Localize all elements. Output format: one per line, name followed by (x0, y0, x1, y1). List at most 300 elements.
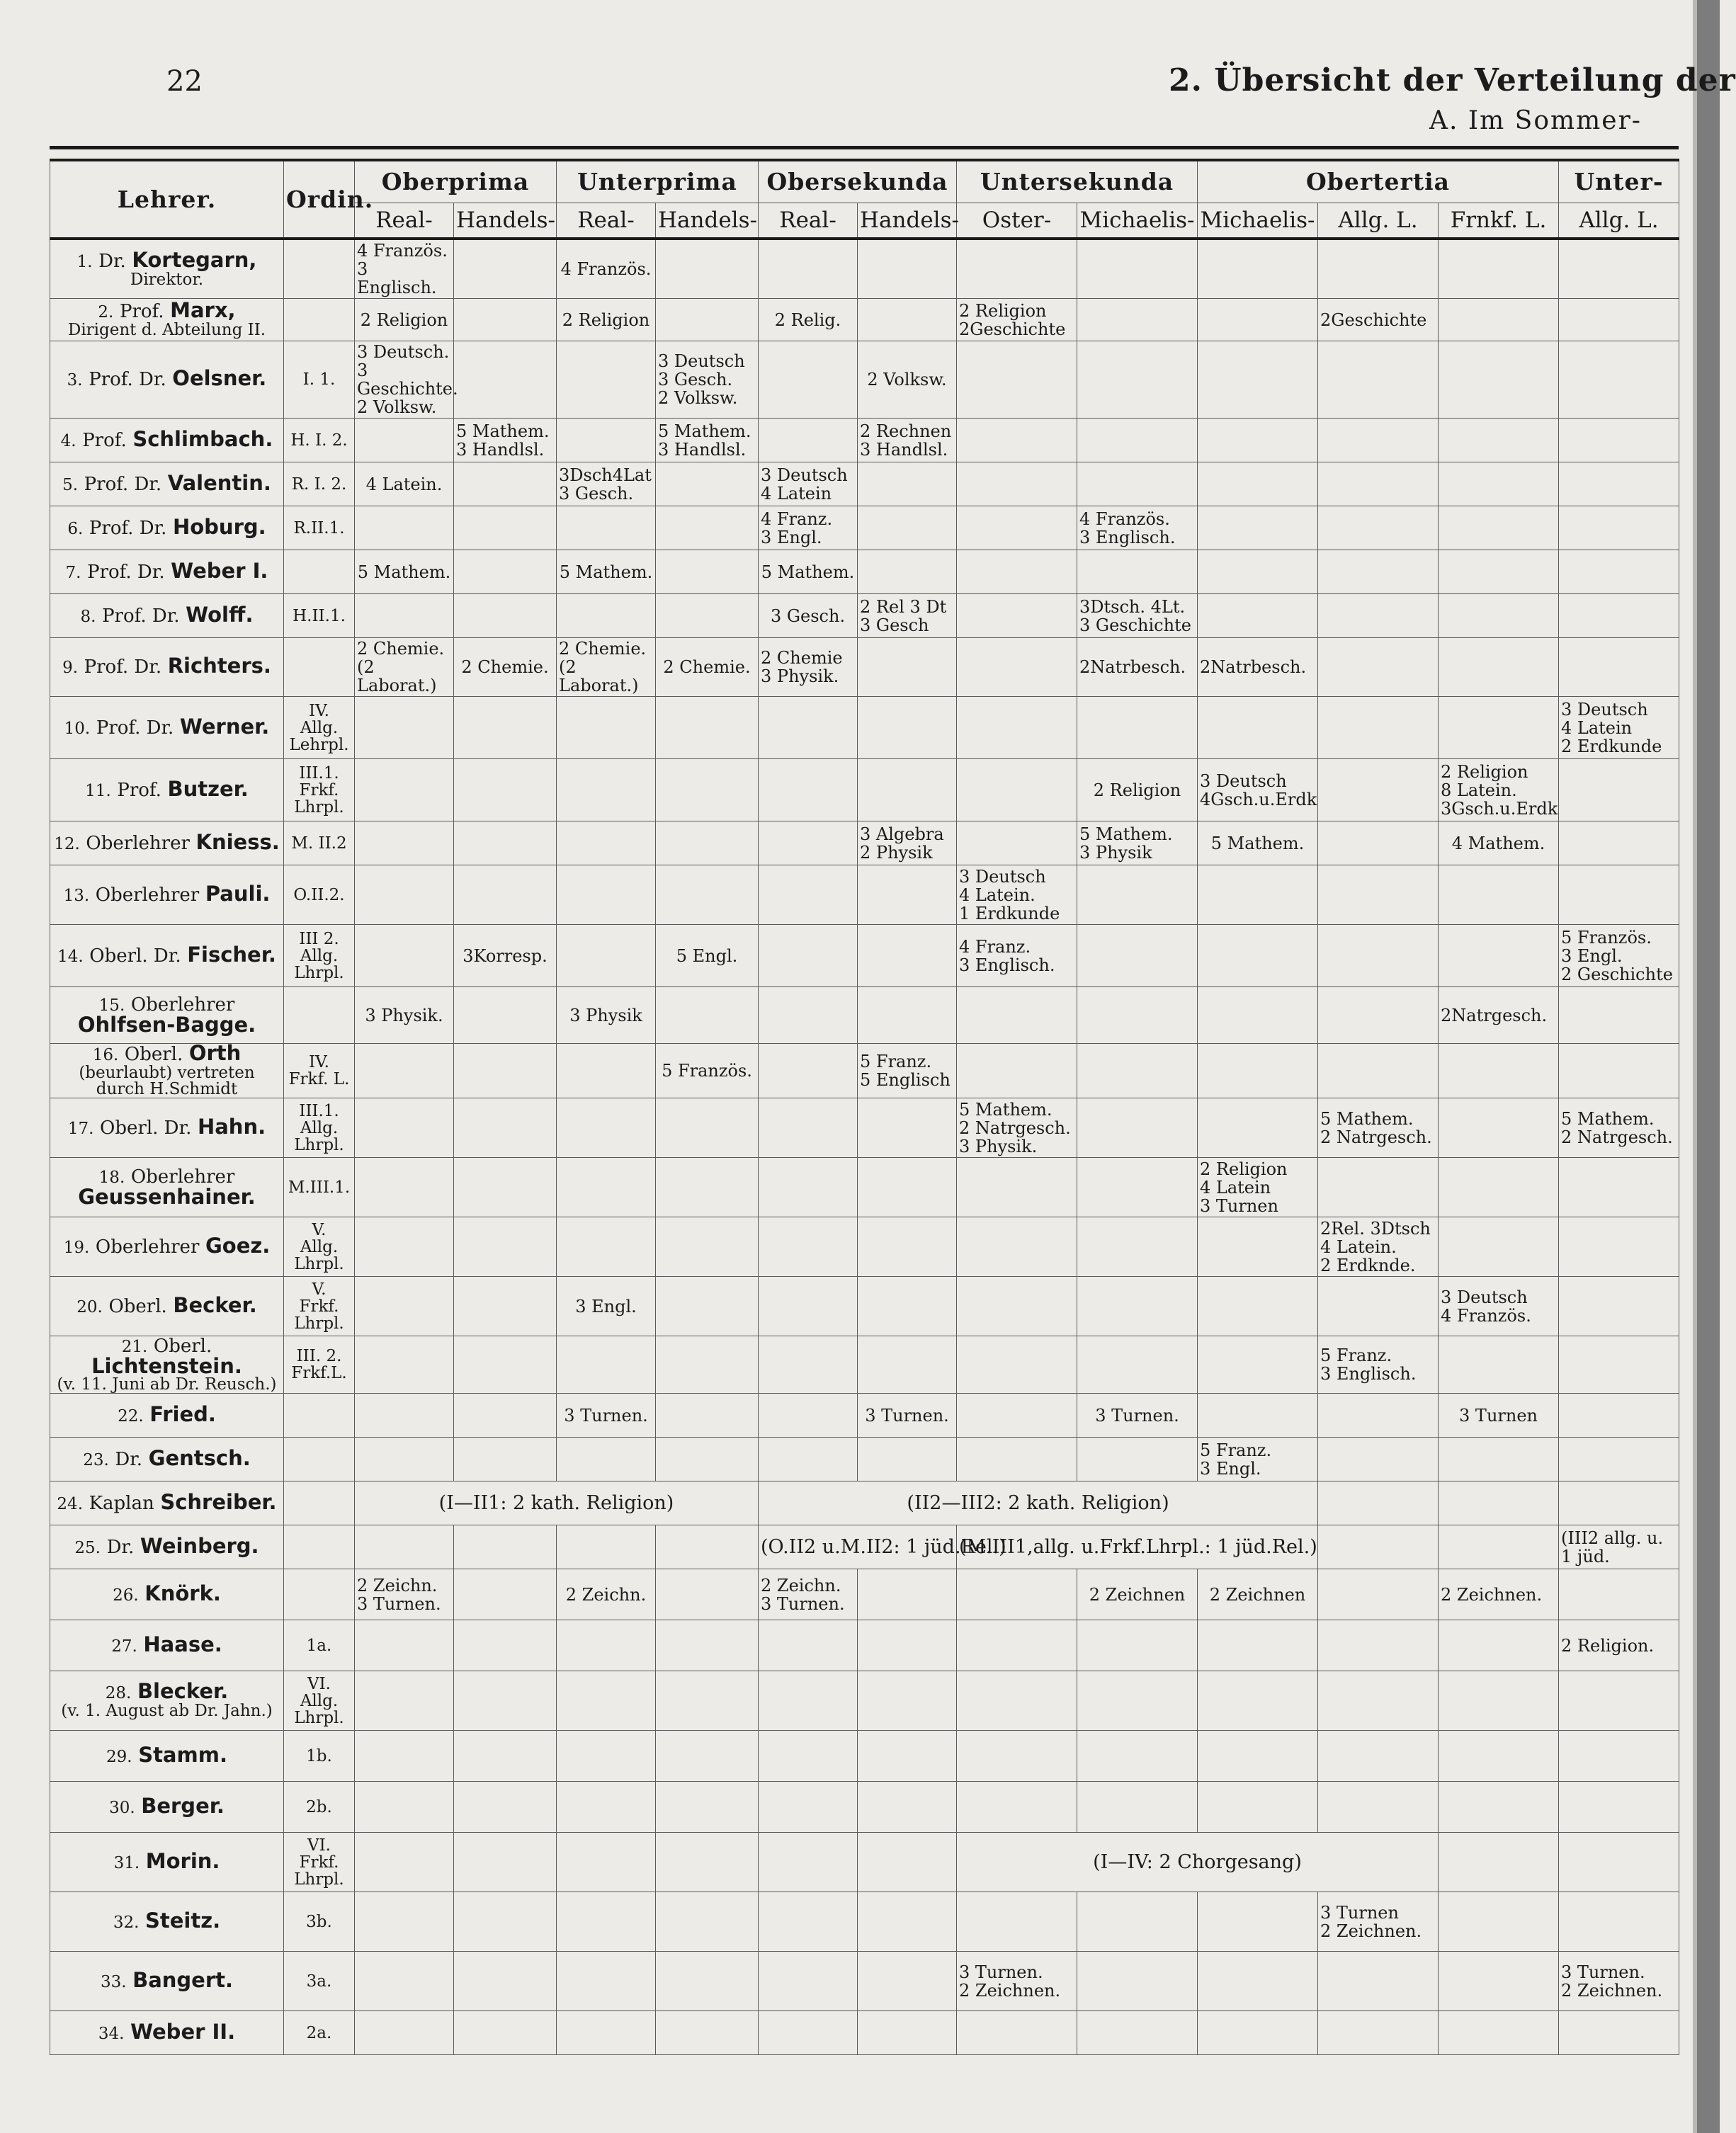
teacher-name: Kortegarn, (132, 247, 257, 272)
lesson-cell: 2 Rel 3 Dt 3 Gesch (858, 594, 957, 638)
teacher-number: 29. (106, 1747, 132, 1766)
table-row (50, 1277, 1679, 1336)
lesson-cell (1198, 1098, 1318, 1158)
lesson-cell (1559, 462, 1679, 506)
ordinariat-cell: R. I. 2. (284, 462, 355, 506)
lesson-cell: 2 Religion 8 Latein. 3Gsch.u.Erdk (1439, 759, 1559, 821)
header-sub: Handels- (656, 203, 759, 239)
table-row (50, 1731, 1679, 1782)
lesson-cell (1559, 1217, 1679, 1277)
lesson-cell (454, 1394, 557, 1438)
lesson-cell (957, 1394, 1077, 1438)
lesson-cell (557, 1833, 656, 1892)
ordinariat-cell: VI. Allg. Lhrpl. (284, 1671, 355, 1731)
teacher-title: Oberlehrer (95, 884, 200, 906)
lesson-cell (1439, 1438, 1559, 1481)
lesson-cell (1318, 638, 1439, 697)
lesson-cell: 3 Turnen. (1077, 1394, 1198, 1438)
lesson-cell (656, 1671, 759, 1731)
lesson-cell (1198, 1892, 1318, 1952)
lesson-cell (759, 239, 858, 299)
header-sub: Handels- (858, 203, 957, 239)
lesson-cell (1077, 1336, 1198, 1394)
lesson-cell (557, 925, 656, 987)
lesson-cell (1318, 550, 1439, 594)
lesson-cell (759, 1952, 858, 2011)
teacher-number: 17. (67, 1119, 94, 1138)
lesson-cell (957, 1158, 1077, 1217)
lesson-cell: 5 Franz. 5 Englisch (858, 1044, 957, 1098)
lesson-cell (1559, 419, 1679, 462)
page-binding-edge (1697, 0, 1720, 2133)
ordinariat-cell: O.II.2. (284, 865, 355, 925)
ordinariat-cell: 2a. (284, 2011, 355, 2055)
lesson-cell: 2 Zeichn. 3 Turnen. (759, 1569, 858, 1620)
lesson-cell (1559, 987, 1679, 1044)
lesson-cell (1077, 1892, 1198, 1952)
lesson-cell: 3 Turnen (1439, 1394, 1559, 1438)
lesson-cell (454, 1892, 557, 1952)
lesson-cell (759, 1438, 858, 1481)
table-row (50, 925, 1679, 987)
lesson-cell (1198, 506, 1318, 550)
teacher-title: Prof. Dr. (84, 656, 162, 678)
lesson-cell: 5 Franz. 3 Engl. (1198, 1438, 1318, 1481)
lesson-cell: 3 Turnen. (557, 1394, 656, 1438)
lesson-cell (1439, 419, 1559, 462)
lesson-cell: 5 Franz. 3 Englisch. (1318, 1336, 1439, 1394)
teacher-name: Kniess. (195, 829, 280, 854)
lesson-cell (1198, 1394, 1318, 1438)
lesson-cell (355, 2011, 454, 2055)
ordinariat-cell: 3a. (284, 1952, 355, 2011)
lesson-cell (957, 2011, 1077, 2055)
lesson-cell: 3Korresp. (454, 925, 557, 987)
lesson-cell (957, 550, 1077, 594)
teacher-name: Orth (188, 1041, 242, 1065)
teacher-name: Haase. (143, 1632, 222, 1656)
lesson-cell (1439, 1671, 1559, 1731)
lesson-cell (1439, 1044, 1559, 1098)
teacher-number: 4. (60, 431, 76, 450)
lesson-cell (1198, 594, 1318, 638)
lesson-cell (1318, 1394, 1439, 1438)
lesson-cell: 3 Physik (557, 987, 656, 1044)
lesson-cell (656, 1277, 759, 1336)
lesson-cell (1559, 2011, 1679, 2055)
teacher-name: Werner. (179, 714, 270, 739)
lesson-cell (1077, 1620, 1198, 1671)
lesson-cell: 5 Mathem. (355, 550, 454, 594)
teacher-name: Hoburg. (172, 514, 266, 539)
teacher-title: Prof. Dr. (102, 605, 180, 627)
lesson-cell (1318, 341, 1439, 419)
lesson-cell (454, 1952, 557, 2011)
lesson-cell (1559, 1394, 1679, 1438)
ordinariat-cell: I. 1. (284, 341, 355, 419)
header-sub: Frnkf. L. (1439, 203, 1559, 239)
teacher-name: Marx, (170, 298, 236, 322)
lesson-cell: 2 Religion 2Geschichte (957, 299, 1077, 341)
teacher-name: Knörk. (144, 1581, 221, 1605)
teacher-name: Lichtenstein. (91, 1354, 242, 1378)
page-number: 22 (166, 65, 203, 98)
lesson-cell (1559, 594, 1679, 638)
table-row (50, 1158, 1679, 1217)
teacher-name: Pauli. (205, 881, 271, 906)
lesson-cell (1318, 1731, 1439, 1782)
lesson-cell (759, 821, 858, 865)
header-untersekunda: Untersekunda (957, 160, 1198, 203)
lesson-cell (656, 299, 759, 341)
table-row (50, 1394, 1679, 1438)
lesson-cell: 3 Deutsch 4 Latein 2 Erdkunde (1559, 697, 1679, 759)
lesson-cell (355, 1892, 454, 1952)
lesson-cell: 2 Zeichn. 3 Turnen. (355, 1569, 454, 1620)
lesson-cell (759, 1394, 858, 1438)
lesson-cell (454, 697, 557, 759)
lesson-cell (759, 1158, 858, 1217)
lesson-cell (1559, 506, 1679, 550)
table-row (50, 239, 1679, 299)
teacher-title: Prof. Dr. (87, 561, 165, 583)
lesson-cell: 4 Franz. 3 Engl. (759, 506, 858, 550)
header-ordin: Ordin. (284, 160, 355, 239)
teacher-cell (50, 1892, 284, 1952)
lesson-cell (1198, 1336, 1318, 1394)
lesson-cell: 2 Chemie. (2 Laborat.) (557, 638, 656, 697)
teacher-name: Valentin. (167, 470, 271, 495)
ordinariat-cell: V. Allg. Lhrpl. (284, 1217, 355, 1277)
table-row (50, 1833, 1679, 1892)
lesson-cell (1559, 299, 1679, 341)
lesson-cell (557, 821, 656, 865)
page-subtitle: A. Im Sommer- (1429, 106, 1642, 135)
lesson-cell: 5 Französ. (656, 1044, 759, 1098)
teacher-cell (50, 1217, 284, 1277)
lesson-cell (1439, 2011, 1559, 2055)
teacher-distribution-table (50, 159, 1679, 2055)
ordinariat-cell: IV. Frkf. L. (284, 1044, 355, 1098)
lesson-cell (1318, 1525, 1439, 1569)
lesson-cell (656, 1833, 759, 1892)
lesson-cell (858, 1731, 957, 1782)
header-sub: Real- (759, 203, 858, 239)
lesson-cell: 3 Deutsch. 3 Geschichte. 2 Volksw. (355, 341, 454, 419)
teacher-name: Goez. (205, 1233, 271, 1258)
teacher-number: 18. (98, 1168, 125, 1187)
ordinariat-cell (284, 550, 355, 594)
lesson-cell: 2 Chemie 3 Physik. (759, 638, 858, 697)
teacher-cell (50, 1620, 284, 1671)
header-obertertia: Obertertia (1198, 160, 1559, 203)
lesson-cell (656, 1438, 759, 1481)
lesson-cell (957, 1217, 1077, 1277)
lesson-cell (454, 1569, 557, 1620)
teacher-cell (50, 2011, 284, 2055)
lesson-cell (1318, 1277, 1439, 1336)
lesson-cell (1439, 506, 1559, 550)
teacher-cell (50, 1671, 284, 1731)
lesson-cell (858, 462, 957, 506)
teacher-title: Kaplan (89, 1492, 154, 1514)
lesson-cell (355, 1098, 454, 1158)
teacher-title: Dr. (98, 250, 126, 272)
lesson-cell (1559, 1044, 1679, 1098)
lesson-cell: 2 Rechnen 3 Handlsl. (858, 419, 957, 462)
lesson-cell (1318, 1671, 1439, 1731)
table-row (50, 759, 1679, 821)
teacher-cell (50, 821, 284, 865)
lesson-cell (858, 638, 957, 697)
teacher-title: Prof. (117, 779, 161, 801)
lesson-cell (557, 759, 656, 821)
lesson-cell (759, 2011, 858, 2055)
teacher-cell (50, 1336, 284, 1394)
teacher-name: Steitz. (145, 1908, 221, 1933)
table-row (50, 697, 1679, 759)
lesson-cell (1439, 1481, 1559, 1525)
lesson-cell (858, 1336, 957, 1394)
lesson-cell (355, 1671, 454, 1731)
lesson-cell: 5 Französ. 3 Engl. 2 Geschichte (1559, 925, 1679, 987)
lesson-cell (759, 1892, 858, 1952)
teacher-name: Fried. (149, 1401, 216, 1426)
lesson-cell (1439, 1782, 1559, 1833)
teacher-number: 13. (63, 886, 90, 905)
lesson-cell (656, 697, 759, 759)
lesson-cell (454, 1277, 557, 1336)
lesson-cell (1077, 1158, 1198, 1217)
ordinariat-cell: III. 2. Frkf.L. (284, 1336, 355, 1394)
lesson-cell (454, 759, 557, 821)
lesson-cell (1318, 821, 1439, 865)
teacher-number: 19. (63, 1238, 90, 1257)
header-sub: Real- (355, 203, 454, 239)
table-row (50, 1098, 1679, 1158)
lesson-cell (759, 1336, 858, 1394)
header-sub: Michaelis- (1198, 203, 1318, 239)
lesson-cell (454, 1671, 557, 1731)
lesson-cell (1439, 638, 1559, 697)
teacher-cell (50, 1569, 284, 1620)
lesson-cell (355, 1833, 454, 1892)
lesson-cell (1559, 550, 1679, 594)
table-row (50, 419, 1679, 462)
lesson-cell (454, 1620, 557, 1671)
lesson-cell (557, 1438, 656, 1481)
lesson-cell (1439, 1098, 1559, 1158)
lesson-cell (1439, 1892, 1559, 1952)
lesson-cell (454, 462, 557, 506)
lesson-cell (1439, 1217, 1559, 1277)
lesson-cell (557, 2011, 656, 2055)
lesson-cell (1077, 419, 1198, 462)
merged-lesson-cell: (M.III1,allg. u.Frkf.Lhrpl.: 1 jüd.Rel.) (957, 1525, 1318, 1569)
lesson-cell (454, 594, 557, 638)
table-row (50, 638, 1679, 697)
lesson-cell: 2 Zeichn. (557, 1569, 656, 1620)
header-obersekunda: Obersekunda (759, 160, 957, 203)
lesson-cell (656, 1525, 759, 1569)
lesson-cell (1077, 462, 1198, 506)
lesson-cell (1077, 697, 1198, 759)
teacher-cell (50, 419, 284, 462)
ordinariat-cell (284, 1525, 355, 1569)
table-row (50, 1336, 1679, 1394)
lesson-cell (557, 1044, 656, 1098)
lesson-cell (355, 419, 454, 462)
ordinariat-cell: R.II.1. (284, 506, 355, 550)
teacher-name: Oelsner. (172, 366, 267, 390)
teacher-title: Oberlehrer (86, 832, 190, 854)
teacher-title: Oberl. (108, 1295, 167, 1317)
teacher-cell (50, 506, 284, 550)
lesson-cell (858, 1671, 957, 1731)
lesson-cell (957, 759, 1077, 821)
teacher-cell (50, 1158, 284, 1217)
lesson-cell: 3 Gesch. (759, 594, 858, 638)
lesson-cell (1439, 239, 1559, 299)
table-row (50, 1217, 1679, 1277)
lesson-cell (1439, 594, 1559, 638)
lesson-cell: 5 Mathem. 3 Handlsl. (656, 419, 759, 462)
lesson-cell (656, 462, 759, 506)
header-sub: Real- (557, 203, 656, 239)
teacher-name: Geussenhainer. (78, 1185, 256, 1209)
teacher-name: Wolff. (186, 602, 254, 627)
lesson-cell (557, 697, 656, 759)
lesson-cell (957, 419, 1077, 462)
ordinariat-cell: H. I. 2. (284, 419, 355, 462)
teacher-name: Richters. (167, 654, 271, 678)
lesson-cell (1559, 1481, 1679, 1525)
lesson-cell: 3 Turnen. (858, 1394, 957, 1438)
lesson-cell (1077, 1782, 1198, 1833)
teacher-cell (50, 1438, 284, 1481)
lesson-cell (557, 1525, 656, 1569)
lesson-cell (1318, 594, 1439, 638)
lesson-cell (355, 1277, 454, 1336)
header-sub: Allg. L. (1318, 203, 1439, 239)
teacher-name: Ohlfsen-Bagge. (77, 1013, 256, 1037)
ordinariat-cell: III.1. Frkf. Lhrpl. (284, 759, 355, 821)
teacher-cell (50, 1481, 284, 1525)
lesson-cell: (III2 allg. u. 1 jüd. (1559, 1525, 1679, 1569)
table-row (50, 1569, 1679, 1620)
lesson-cell (557, 1731, 656, 1782)
lesson-cell (1198, 1952, 1318, 2011)
lesson-cell (1559, 1158, 1679, 1217)
table-row (50, 1892, 1679, 1952)
table-row (50, 821, 1679, 865)
ordinariat-cell: IV. Allg. Lehrpl. (284, 697, 355, 759)
lesson-cell (858, 1952, 957, 2011)
lesson-cell (1318, 419, 1439, 462)
lesson-cell (1318, 239, 1439, 299)
lesson-cell (656, 506, 759, 550)
lesson-cell: 5 Mathem. 2 Natrgesch. (1318, 1098, 1439, 1158)
lesson-cell (858, 1569, 957, 1620)
teacher-title: Prof. Dr. (89, 517, 167, 539)
lesson-cell: 2 Relig. (759, 299, 858, 341)
lesson-cell (656, 1569, 759, 1620)
table-row (50, 865, 1679, 925)
lesson-cell: 2Natrbesch. (1077, 638, 1198, 697)
lesson-cell (759, 925, 858, 987)
lesson-cell: 5 Engl. (656, 925, 759, 987)
teacher-title: Dr. (115, 1448, 143, 1470)
teacher-number: 5. (62, 475, 79, 494)
lesson-cell (957, 462, 1077, 506)
teacher-name: Morin. (145, 1848, 220, 1873)
ordinariat-cell: VI. Frkf. Lhrpl. (284, 1833, 355, 1892)
merged-lesson-cell: (I—II1: 2 kath. Religion) (355, 1481, 759, 1525)
lesson-cell (1198, 1044, 1318, 1098)
lesson-cell (557, 865, 656, 925)
lesson-cell: 4 Latein. (355, 462, 454, 506)
lesson-cell (957, 697, 1077, 759)
lesson-cell (557, 1098, 656, 1158)
lesson-cell: 5 Mathem. 2 Natrgesch. (1559, 1098, 1679, 1158)
lesson-cell (858, 865, 957, 925)
teacher-title: Oberl. Dr. (100, 1117, 192, 1139)
table-row (50, 341, 1679, 419)
teacher-number: 6. (67, 519, 84, 538)
lesson-cell (1077, 299, 1198, 341)
teacher-cell (50, 299, 284, 341)
lesson-cell (759, 865, 858, 925)
lesson-cell: 2 Religion (355, 299, 454, 341)
lesson-cell (1318, 925, 1439, 987)
teacher-number: 33. (100, 1972, 127, 1991)
teacher-note: (v. 1. August ab Dr. Jahn.) (61, 1702, 273, 1720)
lesson-cell: 5 Mathem. 3 Physik (1077, 821, 1198, 865)
teacher-number: 26. (113, 1586, 139, 1605)
lesson-cell: 4 Französ. (557, 239, 656, 299)
teacher-number: 20. (76, 1297, 103, 1316)
teacher-title: Oberl. (153, 1336, 212, 1357)
table-row (50, 1438, 1679, 1481)
lesson-cell (355, 1336, 454, 1394)
teacher-number: 27. (111, 1637, 137, 1656)
lesson-cell (355, 1044, 454, 1098)
title-rule (50, 146, 1679, 149)
lesson-cell (1077, 925, 1198, 987)
teacher-number: 32. (113, 1913, 140, 1932)
lesson-cell (656, 1731, 759, 1782)
lesson-cell: 3 Turnen. 2 Zeichnen. (1559, 1952, 1679, 2011)
teacher-cell (50, 697, 284, 759)
ordinariat-cell: 1a. (284, 1620, 355, 1671)
teacher-title: Prof. (82, 429, 127, 451)
lesson-cell (759, 341, 858, 419)
lesson-cell (656, 1394, 759, 1438)
teacher-note: Direktor. (130, 270, 204, 289)
ordinariat-cell: III.1. Allg. Lhrpl. (284, 1098, 355, 1158)
lesson-cell (1198, 419, 1318, 462)
lesson-cell: 3Dtsch. 4Lt. 3 Geschichte (1077, 594, 1198, 638)
lesson-cell (1559, 239, 1679, 299)
lesson-cell (1077, 1731, 1198, 1782)
teacher-number: 24. (57, 1494, 83, 1513)
lesson-cell: 5 Mathem. (759, 550, 858, 594)
lesson-cell (656, 239, 759, 299)
table-row (50, 2011, 1679, 2055)
lesson-cell (557, 506, 656, 550)
lesson-cell: 2Rel. 3Dtsch 4 Latein. 2 Erdknde. (1318, 1217, 1439, 1277)
lesson-cell (1077, 1217, 1198, 1277)
